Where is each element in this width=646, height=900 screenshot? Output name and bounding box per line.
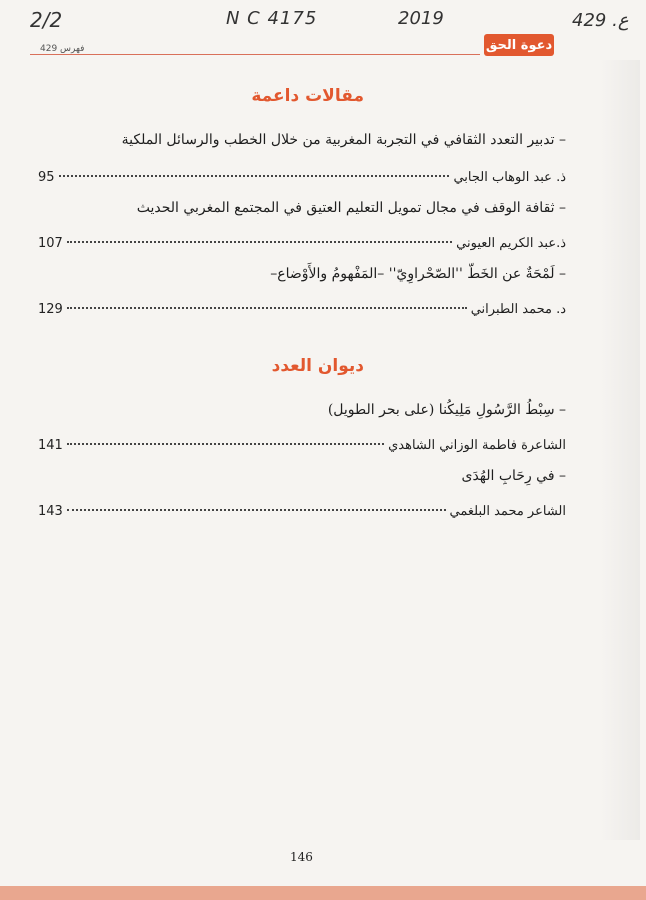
page-shadow [600,60,640,840]
page-number: 95 [38,170,55,185]
footer-band [0,886,646,900]
entry-author: د. محمد الطبراني [470,302,566,317]
entry-author: الشاعرة فاطمة الوزاني الشاهدي [388,438,566,453]
author-row [38,438,566,458]
section-title: مقالات داعمة [251,86,364,106]
leader-dots [67,443,384,445]
footer-page-number: 146 [290,850,313,864]
magazine-logo: دعوة الحق [484,34,554,56]
entry-title: – لَمْحَةٌ عن الخَطّ ''الصّحْراوِيّ'' –المَفْهومُ والأَوْضاع– [270,266,566,282]
entry-title: – سِبْطُ الرَّسُولِ مَلِيكُنا (على بحر الطويل) [327,402,566,418]
page-number: 143 [38,504,63,519]
leader-dots [67,241,452,243]
entry-author: ذ. عبد الوهاب الجابي [453,170,566,185]
header-rule [30,54,480,55]
author-row [38,170,566,190]
index-label: فهرس 429 [40,44,85,54]
handwritten-year: 2019 [398,8,444,29]
entry-author: ذ.عبد الكريم العيوني [456,236,566,251]
handwritten-issue: 429 .ع [572,10,629,31]
leader-dots [67,509,446,511]
handwritten-code: N C 4175 [226,8,318,29]
page-number: 141 [38,438,63,453]
author-row [38,302,566,322]
page-number: 129 [38,302,63,317]
entry-title: – في رِحَابِ الهُدَى [461,468,566,484]
entry-title: – ثقافة الوقف في مجال تمويل التعليم العتيق في المجتمع المغربي الحديث [136,200,566,216]
leader-dots [67,307,467,309]
page-number: 107 [38,236,63,251]
entry-title: – تدبير التعدد الثقافي في التجربة المغربية من خلال الخطب والرسائل الملكية [121,132,566,148]
author-row [38,236,566,256]
author-row [38,504,566,524]
entry-author: الشاعر محمد البلغمي [449,504,566,519]
handwritten-note-left: 2/2 [30,8,63,32]
section-title: ديوان العدد [271,356,364,376]
leader-dots [59,175,450,177]
